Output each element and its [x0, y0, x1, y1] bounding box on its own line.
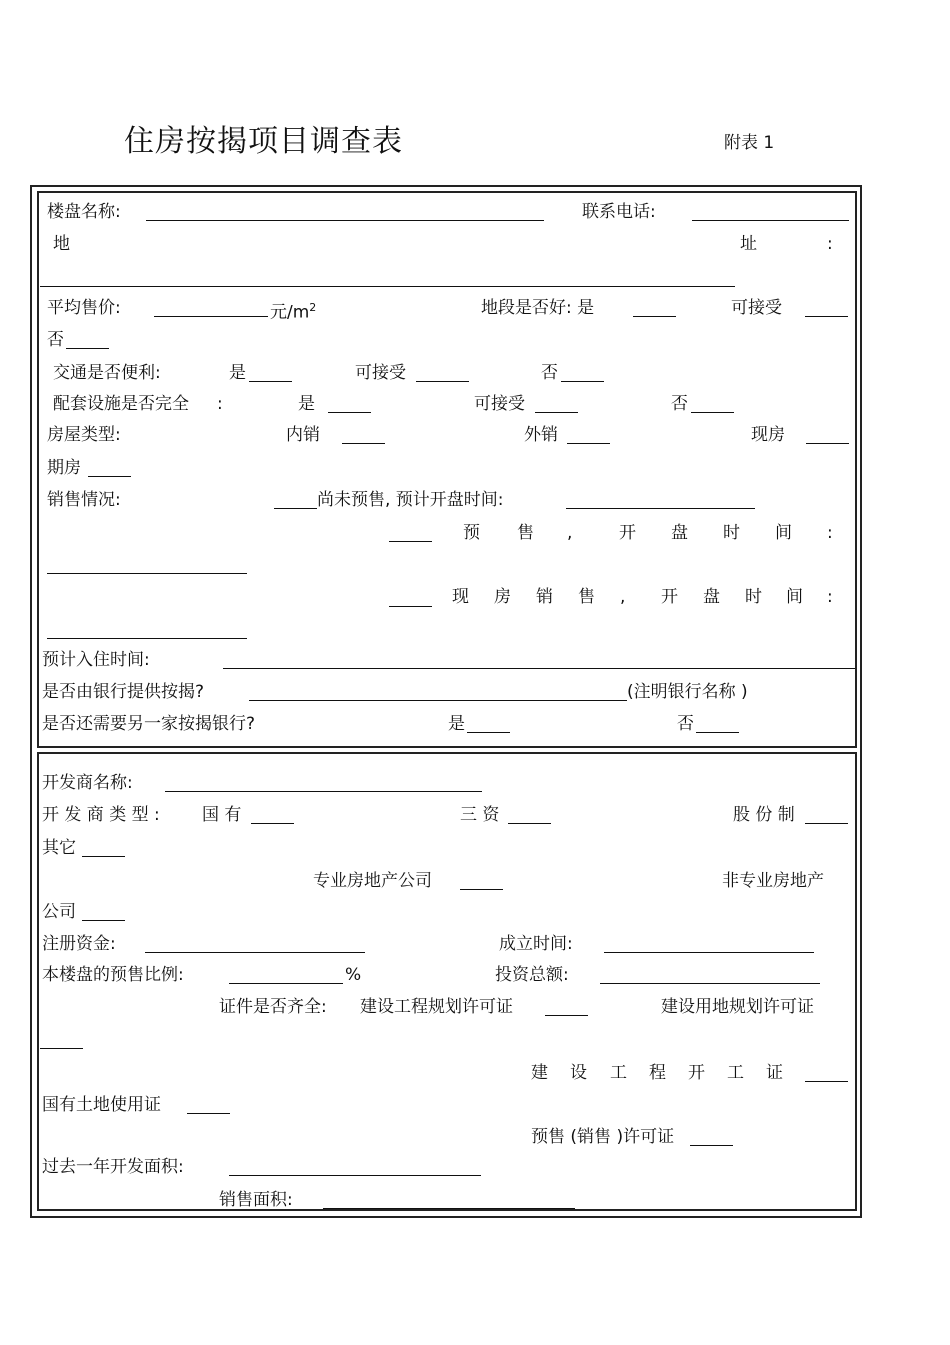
- bank-note: (注明银行名称 ): [627, 682, 748, 702]
- facilities-acceptable-label: 可接受: [474, 394, 525, 414]
- domestic-label: 内销: [286, 425, 320, 445]
- presale-char: 间: [775, 523, 792, 543]
- ready-sale-field[interactable]: [389, 606, 432, 607]
- cert-land-use-label: 国有土地使用证: [42, 1095, 161, 1115]
- ready-sale-char: 间: [786, 587, 803, 607]
- project-name-field[interactable]: [146, 220, 544, 221]
- price-unit: 元$/m^2$: [270, 301, 317, 323]
- presale-char: 售: [517, 523, 534, 543]
- construction-char: 证: [766, 1063, 783, 1083]
- cert-planning-label: 建设工程规划许可证: [360, 997, 513, 1017]
- construction-char: 程: [649, 1063, 666, 1083]
- location-no-field[interactable]: [66, 348, 109, 349]
- price-label: 平均售价:: [47, 298, 121, 318]
- future-house-field[interactable]: [88, 476, 131, 477]
- investment-label: 投资总额:: [495, 965, 569, 985]
- other-bank-yes-field[interactable]: [467, 732, 510, 733]
- traffic-yes-field[interactable]: [249, 381, 292, 382]
- presale-ratio-label: 本楼盘的预售比例:: [42, 965, 184, 985]
- cert-presale-label: 预售 (销售 )许可证: [531, 1127, 675, 1147]
- traffic-acceptable-field[interactable]: [416, 381, 469, 382]
- project-section: [37, 191, 857, 748]
- sales-area-field[interactable]: [323, 1208, 575, 1209]
- cert-land-use-field[interactable]: [187, 1113, 230, 1114]
- other-bank-label: 是否还需要另一家按揭银行?: [42, 714, 256, 734]
- percent-label: %: [345, 965, 362, 985]
- other-bank-no-field[interactable]: [696, 732, 739, 733]
- address-field[interactable]: [40, 286, 735, 287]
- ready-sale-char: 盘: [703, 587, 720, 607]
- presale-time-field[interactable]: [47, 573, 247, 574]
- not-presale-label: 尚未预售, 预计开盘时间:: [317, 490, 504, 510]
- domestic-field[interactable]: [342, 443, 385, 444]
- construction-char: 工: [727, 1063, 744, 1083]
- presale-char: 时: [723, 523, 740, 543]
- other-type-label: 其它: [42, 838, 76, 858]
- ready-house-field[interactable]: [806, 443, 849, 444]
- location-acceptable-field[interactable]: [805, 316, 848, 317]
- non-professional-label: 非专业房地产: [722, 871, 824, 891]
- cert-planning-field[interactable]: [545, 1015, 588, 1016]
- established-field[interactable]: [604, 952, 814, 953]
- ready-sale-char: 开: [661, 587, 678, 607]
- ready-house-label: 现房: [751, 425, 785, 445]
- cert-land-planning-field[interactable]: [40, 1048, 83, 1049]
- state-owned-label: 国 有: [202, 805, 242, 825]
- past-area-label: 过去一年开发面积:: [42, 1157, 184, 1177]
- address-label-zhi: 址: [740, 234, 757, 254]
- traffic-label: 交通是否便利:: [53, 363, 161, 383]
- construction-char: 开: [688, 1063, 705, 1083]
- three-capital-field[interactable]: [508, 823, 551, 824]
- bank-name-field[interactable]: [249, 700, 627, 701]
- traffic-yes-label: 是: [229, 363, 246, 383]
- cert-land-planning-label: 建设用地规划许可证: [661, 997, 814, 1017]
- price-field[interactable]: [154, 316, 268, 317]
- sales-label: 销售情况:: [47, 490, 121, 510]
- location-yes-field[interactable]: [633, 316, 676, 317]
- construction-char: 设: [570, 1063, 587, 1083]
- presale-char: :: [827, 523, 833, 543]
- facilities-yes-field[interactable]: [328, 412, 371, 413]
- cert-presale-field[interactable]: [690, 1145, 733, 1146]
- house-type-label: 房屋类型:: [47, 425, 121, 445]
- annex-label: 附表 1: [724, 133, 775, 153]
- three-capital-label: 三 资: [460, 805, 500, 825]
- cert-construction-field[interactable]: [805, 1081, 848, 1082]
- developer-type-label: 开 发 商 类 型 :: [42, 805, 160, 825]
- investment-field[interactable]: [600, 983, 820, 984]
- facilities-no-field[interactable]: [691, 412, 734, 413]
- not-presale-field[interactable]: [274, 508, 317, 509]
- facilities-yes-label: 是: [298, 394, 315, 414]
- ready-sale-time-field[interactable]: [47, 638, 247, 639]
- ready-sale-char: ,: [620, 587, 626, 607]
- facilities-colon: :: [217, 394, 223, 414]
- ready-sale-char: 现: [452, 587, 469, 607]
- ready-sale-char: 时: [745, 587, 762, 607]
- move-in-label: 预计入住时间:: [42, 650, 150, 670]
- presale-ratio-field[interactable]: [229, 983, 343, 984]
- location-acceptable-label: 可接受: [731, 298, 782, 318]
- future-house-label: 期房: [47, 458, 81, 478]
- facilities-label: 配套设施是否完全: [53, 394, 189, 414]
- joint-stock-label: 股 份 制: [733, 805, 795, 825]
- move-in-field[interactable]: [223, 668, 855, 669]
- capital-label: 注册资金:: [42, 934, 116, 954]
- bank-provide-label: 是否由银行提供按揭?: [42, 682, 205, 702]
- export-label: 外销: [524, 425, 558, 445]
- facilities-no-label: 否: [671, 394, 688, 414]
- other-type-field[interactable]: [82, 856, 125, 857]
- location-label: 地段是否好: 是: [481, 298, 595, 318]
- company-label: 公司: [42, 902, 76, 922]
- professional-field[interactable]: [460, 889, 503, 890]
- established-label: 成立时间:: [499, 934, 573, 954]
- address-colon: :: [827, 234, 833, 254]
- presale-char: 开: [619, 523, 636, 543]
- non-professional-field[interactable]: [82, 920, 125, 921]
- construction-char: 工: [610, 1063, 627, 1083]
- phone-field[interactable]: [692, 220, 849, 221]
- project-name-label: 楼盘名称:: [47, 202, 121, 222]
- traffic-no-field[interactable]: [561, 381, 604, 382]
- past-area-field[interactable]: [229, 1175, 481, 1176]
- other-bank-yes-label: 是: [448, 714, 465, 734]
- traffic-acceptable-label: 可接受: [355, 363, 406, 383]
- ready-sale-char: 售: [578, 587, 595, 607]
- ready-sale-char: 销: [536, 587, 553, 607]
- presale-char: 盘: [671, 523, 688, 543]
- ready-sale-char: 房: [494, 587, 511, 607]
- traffic-no-label: 否: [541, 363, 558, 383]
- state-owned-field[interactable]: [251, 823, 294, 824]
- presale-field[interactable]: [389, 541, 432, 542]
- other-bank-no-label: 否: [677, 714, 694, 734]
- opening-time-field[interactable]: [566, 508, 755, 509]
- phone-label: 联系电话:: [582, 202, 656, 222]
- location-no-label: 否: [47, 330, 64, 350]
- ready-sale-char: :: [827, 587, 833, 607]
- construction-char: 建: [531, 1063, 548, 1083]
- joint-stock-field[interactable]: [805, 823, 848, 824]
- developer-name-field[interactable]: [165, 791, 482, 792]
- export-field[interactable]: [567, 443, 610, 444]
- professional-label: 专业房地产公司: [313, 871, 432, 891]
- facilities-acceptable-field[interactable]: [535, 412, 578, 413]
- address-label-di: 地: [53, 234, 70, 254]
- capital-field[interactable]: [145, 952, 365, 953]
- sales-area-label: 销售面积:: [219, 1190, 293, 1210]
- developer-name-label: 开发商名称:: [42, 773, 133, 793]
- presale-char: 预: [463, 523, 480, 543]
- page-title: 住房按揭项目调查表: [124, 124, 403, 159]
- certs-label: 证件是否齐全:: [219, 997, 327, 1017]
- presale-char: ,: [567, 523, 573, 543]
